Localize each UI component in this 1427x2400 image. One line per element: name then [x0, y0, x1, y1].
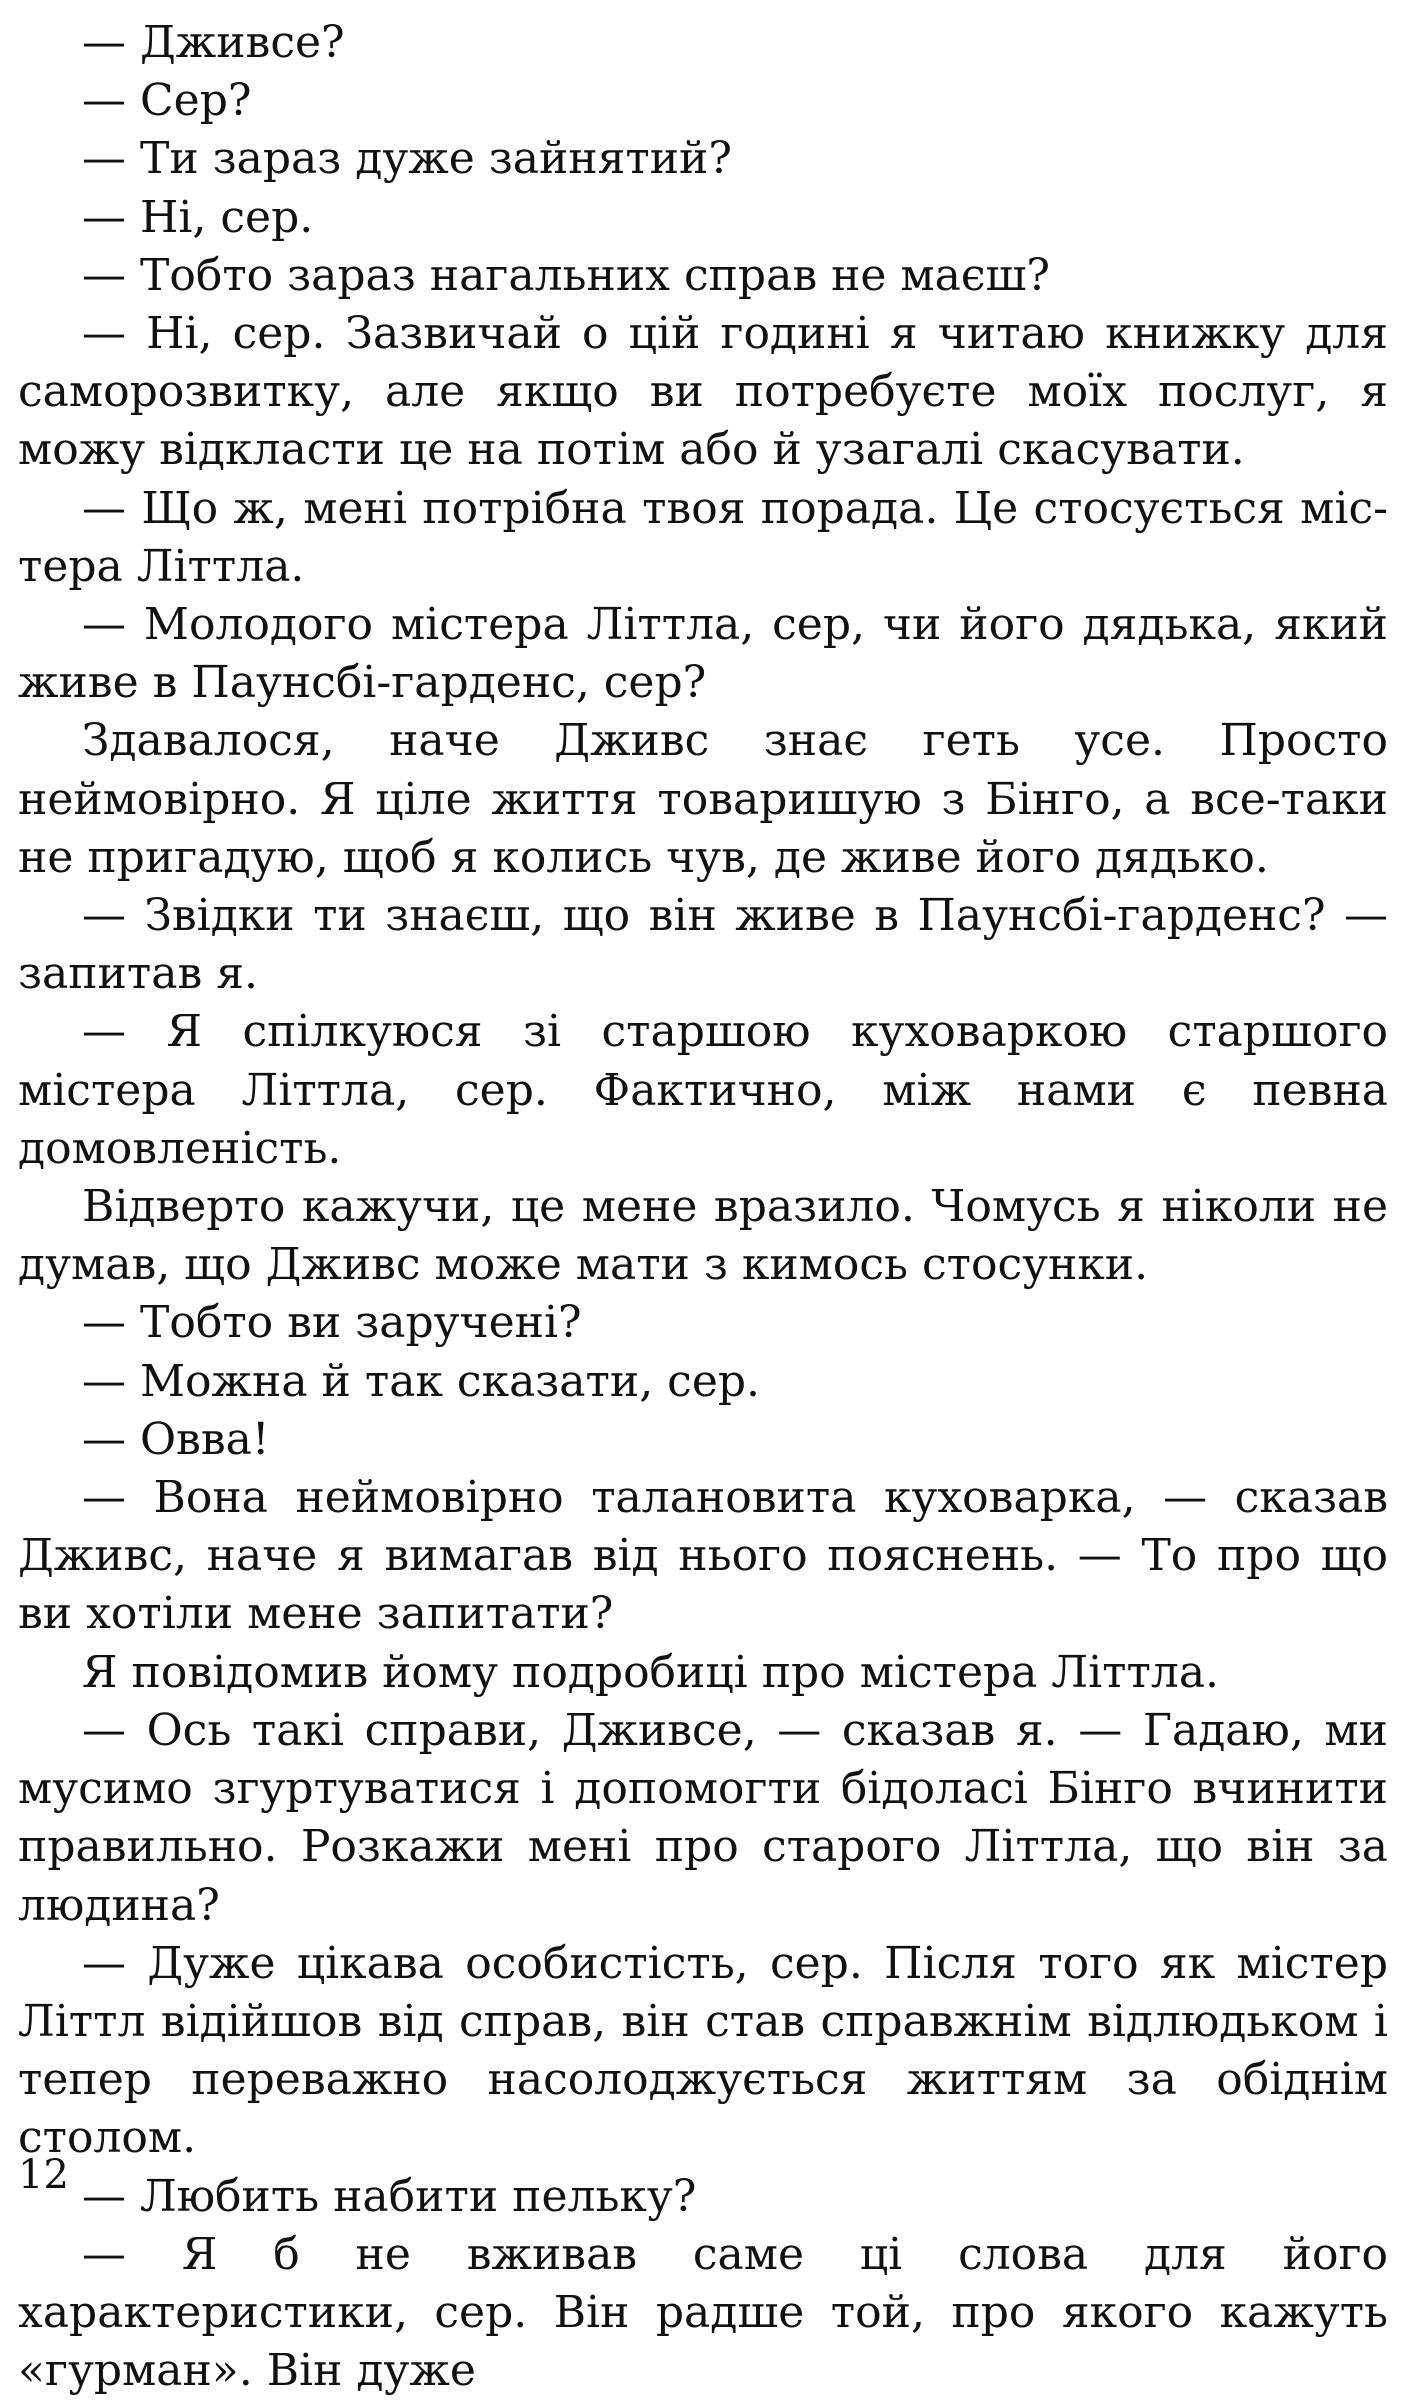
paragraph: — Ні, сер.: [82, 191, 314, 243]
paragraph: — Можна й так сказати, сер.: [82, 1355, 761, 1407]
paragraph: — Вона неймовірно талановита куховарка, — сказав Дживс, наче я вимагав від нього пояснень. — То про що ви хотіли мене запитати?: [18, 1472, 1388, 1640]
book-page-text: [18, 14, 1388, 2400]
paragraph: — Любить набити пельку?: [82, 2170, 697, 2222]
paragraph: — Тобто ви заручені?: [82, 1297, 582, 1349]
page-number: 12: [18, 2152, 69, 2198]
paragraph: Я повідомив йому подробиці про містера Літтла.: [82, 1646, 1220, 1698]
paragraph: Здавалося, наче Дживс знає геть усе. Просто неймовірно. Я ціле життя товаришую з Бінго, а все-таки не пригадую, щоб я колись чув, де живе його дядько.: [18, 715, 1388, 883]
paragraph: — Молодого містера Літтла, сер, чи його дядька, який живе в Паунсбі-гарденс, сер?: [18, 599, 1388, 709]
paragraph: Відверто кажучи, це мене вразило. Чомусь я ніколи не думав, що Дживс може мати з кимось стосунки.: [18, 1181, 1388, 1291]
paragraph: — Ні, сер. Зазвичай о цій годині я читаю книжку для саморозвитку, але якщо ви потребуєте моїх послуг, я можу відкласти це на потім або й узагалі скасувати.: [18, 308, 1388, 476]
paragraph: — Тобто зараз нагальних справ не маєш?: [82, 249, 1051, 301]
paragraph: — Дживсе?: [82, 17, 345, 68]
paragraph: — Овва!: [82, 1413, 270, 1465]
paragraph: — Звідки ти знаєш, що він живе в Паунсбі-гарденс? — запитав я.: [18, 890, 1388, 1000]
paragraph: — Я б не вживав саме ці слова для його характеристики, сер. Він радше той, про якого кажуть «гурман». Він дуже: [18, 2228, 1388, 2397]
paragraph: — Ти зараз дуже зайнятий?: [82, 133, 732, 185]
paragraph: — Що ж, мені потрібна твоя порада. Це стосується містера Літтла.: [18, 482, 1388, 592]
paragraph: — Дуже цікава особистість, сер. Після того як містер Літтл відійшов від справ, він став справжнім відлюдьком і тепер переважно насолоджується життям за обіднім столом.: [18, 1937, 1388, 2164]
paragraph: — Сер?: [82, 75, 252, 127]
paragraph: — Я спілкуюся зі старшою куховаркою старшого містера Літтла, сер. Фактично, між нами є певна домовленість.: [18, 1006, 1388, 1174]
paragraph: — Ось такі справи, Дживсе, — сказав я. — Гадаю, ми мусимо згуртуватися і допомогти бідоласі Бінго вчинити правильно. Розкажи мені про старого Літтла, що він за людина?: [18, 1704, 1388, 1931]
